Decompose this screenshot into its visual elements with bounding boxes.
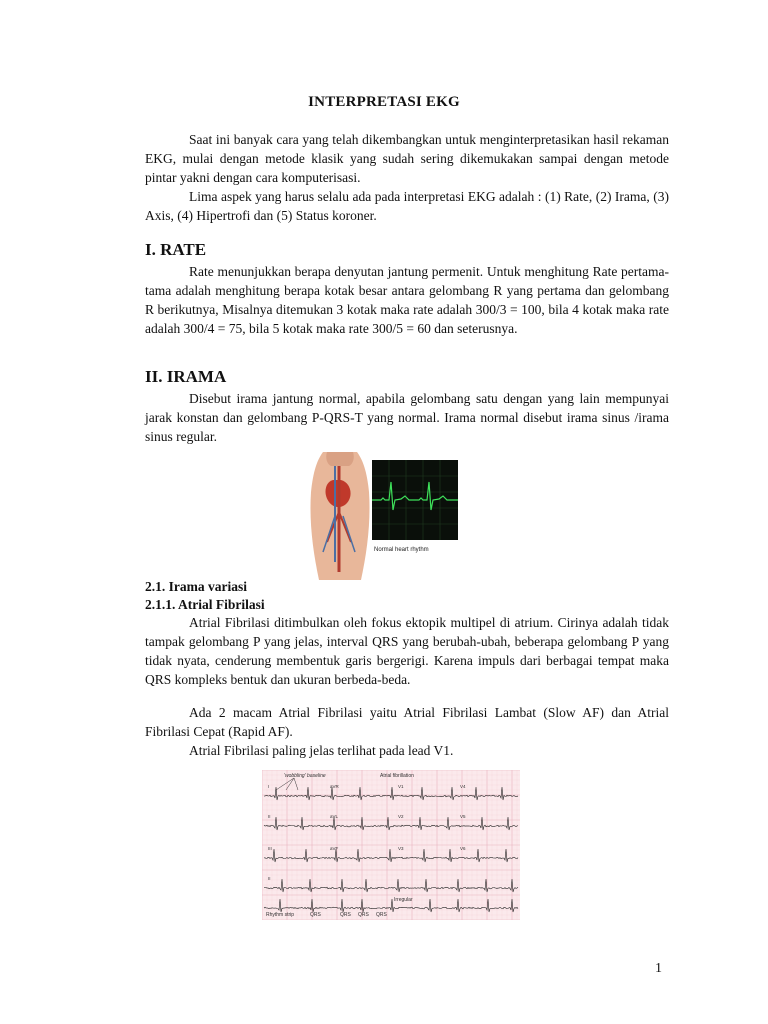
- irama-paragraph: Disebut irama jantung normal, apabila gelombang satu dengan yang lain mempunyai jarak konstan dan gelombang P-QRS-T yang normal. Irama normal disebut irama sinus /irama sinus regular.: [145, 391, 669, 444]
- af-ecg-figure: [262, 770, 520, 920]
- af-qrs-label-1: QRS: [310, 912, 321, 918]
- page-title: INTERPRETASI EKG: [308, 94, 460, 110]
- lead-label: V5: [460, 814, 466, 819]
- lead-label: II: [268, 814, 271, 819]
- intro-paragraph-1: Saat ini banyak cara yang telah dikembangkan untuk menginterpretasikan hasil rekaman EKG, mulai dengan metode klasik yang sudah sering dikemukakan sampai dengan metode pintar yakni dengan cara komputerisasi.: [145, 132, 669, 185]
- lead-label: V4: [460, 784, 466, 789]
- af-label-rhythm-strip: Rhythm strip: [266, 912, 295, 918]
- section-heading-irama: II. IRAMA: [145, 367, 227, 386]
- lead-label: V6: [460, 846, 466, 851]
- lead-label: I: [268, 784, 270, 789]
- torso-illustration: [310, 452, 369, 580]
- heart-rhythm-figure: [305, 452, 463, 580]
- af-qrs-label-2: QRS: [340, 912, 351, 918]
- section-heading-rate: I. RATE: [145, 240, 207, 259]
- af-paragraph-2: Ada 2 macam Atrial Fibrilasi yaitu Atrial Fibrilasi Lambat (Slow AF) dan Atrial Fibrilasi Cepat (Rapid AF).: [145, 705, 669, 739]
- intro-paragraph-2: Lima aspek yang harus selalu ada pada interpretasi EKG adalah : (1) Rate, (2) Irama, (3) Axis, (4) Hipertrofi dan (5) Status koroner.: [145, 189, 669, 223]
- lead-label: aVR: [330, 784, 339, 789]
- lead-label: III: [268, 846, 272, 851]
- subsection-heading-atrial-fibrilasi: 2.1.1. Atrial Fibrilasi: [145, 597, 265, 612]
- af-qrs-label-3: QRS: [358, 912, 369, 918]
- af-ecg-image: [262, 770, 520, 920]
- lead-label: V3: [398, 846, 404, 851]
- rate-paragraph: Rate menunjukkan berapa denyutan jantung permenit. Untuk menghitung Rate pertama-tama adalah menghitung berapa kotak besar antara gelombang R yang pertama dan gelombang R berikutnya, Misalnya ditemukan 3 kotak maka rate adalah 300/3 = 100, bila 4 kotak maka rate adalah 300/4 = 75, bila 5 kotak maka rate 300/5 = 60 dan seterusnya.: [145, 264, 669, 336]
- af-paragraph-1: Atrial Fibrilasi ditimbulkan oleh fokus ektopik multipel di atrium. Cirinya adalah tidak tampak gelombang P yang jelas, interval QRS yang berubah-ubah, beberapa gelombang P yang tidak nyata, cenderung membentuk garis bergerigi. Karena impuls dari berbagai tempat maka QRS kompleks bentuk dan ukuran berbeda-beda.: [145, 615, 669, 687]
- lead-label: V2: [398, 814, 404, 819]
- lead-label: V1: [398, 784, 404, 789]
- page-number: 1: [655, 961, 662, 976]
- af-label-baseline: 'wobbling' baseline: [284, 773, 326, 779]
- af-label-atrial-fibrillation: Atrial fibrillation: [380, 773, 414, 779]
- heart-rhythm-image: [305, 452, 463, 580]
- heart-rhythm-caption: Normal heart rhythm: [374, 547, 429, 553]
- af-qrs-label-4: QRS: [376, 912, 387, 918]
- lead-label: II: [268, 876, 271, 881]
- af-paragraph-3: Atrial Fibrilasi paling jelas terlihat pada lead V1.: [189, 743, 454, 758]
- subsection-heading-irama-variasi: 2.1. Irama variasi: [145, 579, 247, 594]
- lead-label: aVL: [330, 814, 339, 819]
- ecg-monitor: [372, 460, 458, 540]
- lead-label: aVF: [330, 846, 339, 851]
- af-label-irregular: Irregular: [394, 897, 413, 903]
